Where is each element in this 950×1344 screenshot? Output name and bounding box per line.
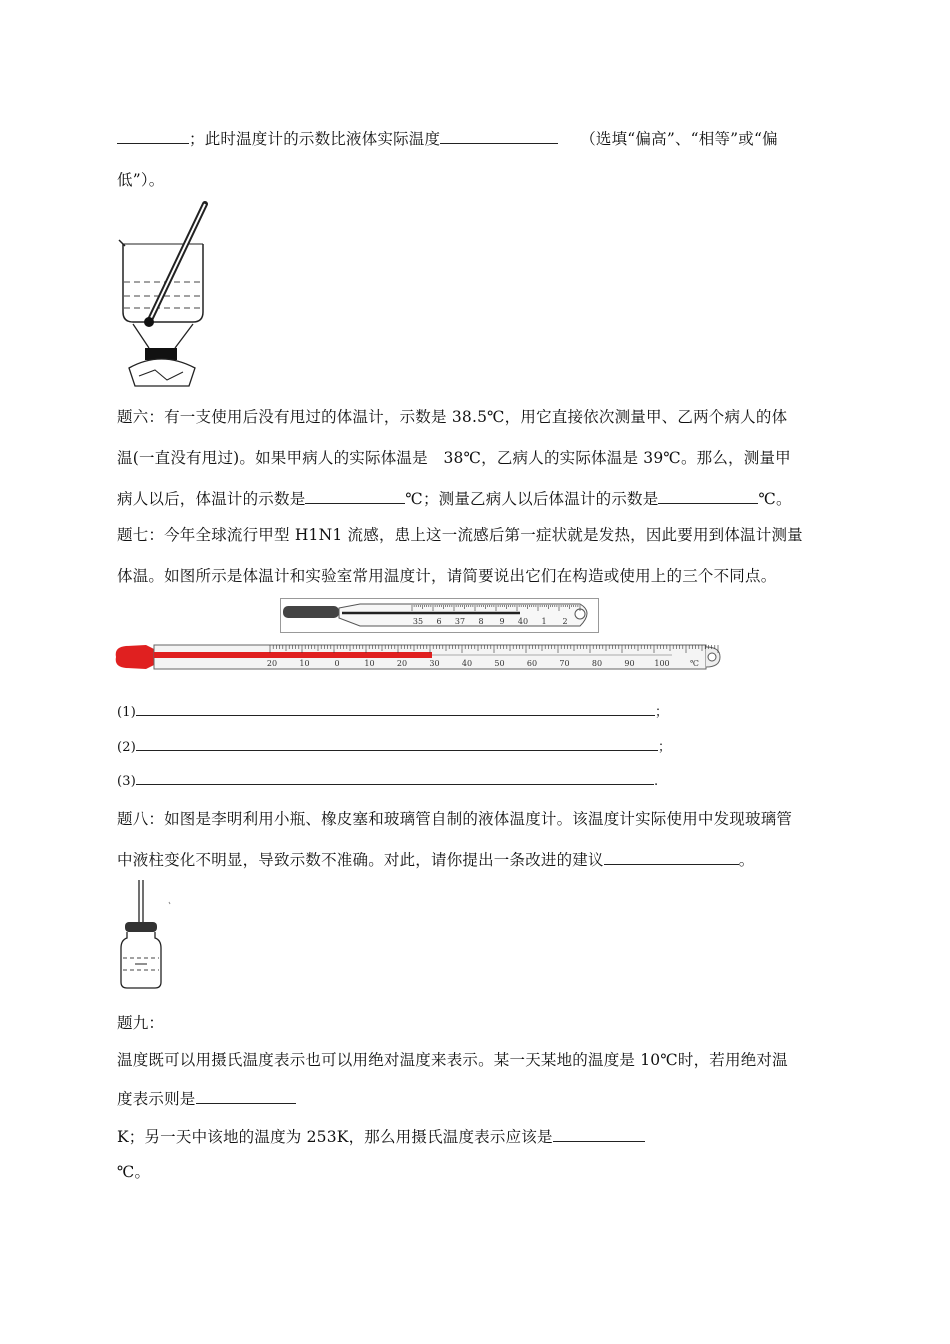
clinical-scale-label: 6 — [436, 617, 442, 626]
lab-scale-label: 0 — [334, 659, 340, 668]
clinical-scale-label: 2 — [562, 617, 568, 626]
q6-line-2: 温(一直没有甩过)。如果甲病人的实际体温是 38℃，乙病人的实际体温是 39℃。那么，测量甲 — [117, 449, 791, 467]
q8-line-1: 题八：如图是李明利用小瓶、橡皮塞和玻璃管自制的液体温度计。该温度计实际使用中发现玻璃管 — [117, 810, 793, 828]
answer-blank[interactable] — [553, 1125, 645, 1142]
bottle-thermometer-figure — [115, 878, 175, 990]
clinical-scale-label: 8 — [478, 617, 484, 626]
answer-blank[interactable] — [440, 127, 558, 144]
lab-scale-label: 20 — [396, 659, 408, 668]
answer-blank[interactable] — [658, 487, 758, 504]
answer-line[interactable] — [136, 771, 654, 785]
q9-line-3: K；另一天中该地的温度为 253K，那么用摄氏温度表示应该是 — [117, 1125, 645, 1147]
q7-answer-2: (2) ； — [117, 736, 671, 755]
answer-blank[interactable] — [196, 1087, 296, 1104]
clinical-scale-label: 1 — [541, 617, 547, 626]
q9-line-1: 温度既可以用摄氏温度表示也可以用绝对温度来表示。某一天某地的温度是 10℃时，若用绝对温 — [117, 1051, 788, 1069]
q7-line-1: 题七：今年全球流行甲型 H1N1 流感，患上这一流感后第一症状就是发热，因此要用到体温计测量 — [117, 526, 803, 544]
answer-line[interactable] — [136, 702, 655, 716]
lab-scale-label: 40 — [461, 659, 473, 668]
q9-line-4: ℃。 — [117, 1163, 151, 1181]
q9-line-2: 度表示则是 — [117, 1087, 296, 1109]
lab-scale-label: 10 — [299, 659, 310, 668]
answer-blank[interactable] — [305, 487, 405, 504]
lab-scale-label: 50 — [494, 659, 505, 668]
answer-blank[interactable] — [117, 127, 189, 144]
lab-scale-label: 20 — [266, 659, 278, 668]
lab-scale-label: 80 — [591, 659, 603, 668]
q5-line-2: 低”）。 — [117, 171, 165, 189]
answer-blank[interactable] — [604, 848, 739, 865]
lab-scale-label: 70 — [559, 659, 570, 668]
beaker-thermometer-figure — [115, 200, 215, 395]
clinical-scale-label: 9 — [499, 617, 505, 626]
q9-title: 题九： — [117, 1014, 165, 1032]
q6-line-3: 病人以后，体温计的示数是 ℃；测量乙病人以后体温计的示数是 ℃。 — [117, 487, 792, 509]
q7-answer-3: (3) . — [117, 771, 658, 789]
lab-thermometer-figure — [112, 641, 726, 675]
clinical-scale-label: 35 — [412, 617, 424, 626]
q7-line-2: 体温。如图所示是体温计和实验室常用温度计，请简要说出它们在构造或使用上的三个不同点。 — [117, 567, 777, 585]
lab-scale-label: 100 — [654, 659, 670, 668]
q7-answer-1: (1) ； — [117, 701, 668, 720]
q8-line-2: 中液柱变化不明显，导致示数不准确。对此，请你提出一条改进的建议 。 — [117, 848, 754, 870]
q6-line-1: 题六：有一支使用后没有甩过的体温计，示数是 38.5℃，用它直接依次测量甲、乙两个病人的体 — [117, 408, 788, 426]
q5-line-1: ；此时温度计的示数比液体实际温度 （选填“偏高”、“相等”或“偏 — [117, 127, 778, 149]
clinical-scale-label: 37 — [454, 617, 466, 626]
lab-scale-label: ℃ — [690, 659, 699, 668]
answer-line[interactable] — [136, 737, 658, 751]
lab-scale-label: 90 — [624, 659, 635, 668]
clinical-scale-label: 40 — [517, 617, 529, 626]
lab-scale-label: 30 — [429, 659, 440, 668]
clinical-thermometer-figure — [280, 598, 600, 634]
lab-scale-label: 10 — [364, 659, 375, 668]
lab-scale-label: 60 — [526, 659, 538, 668]
